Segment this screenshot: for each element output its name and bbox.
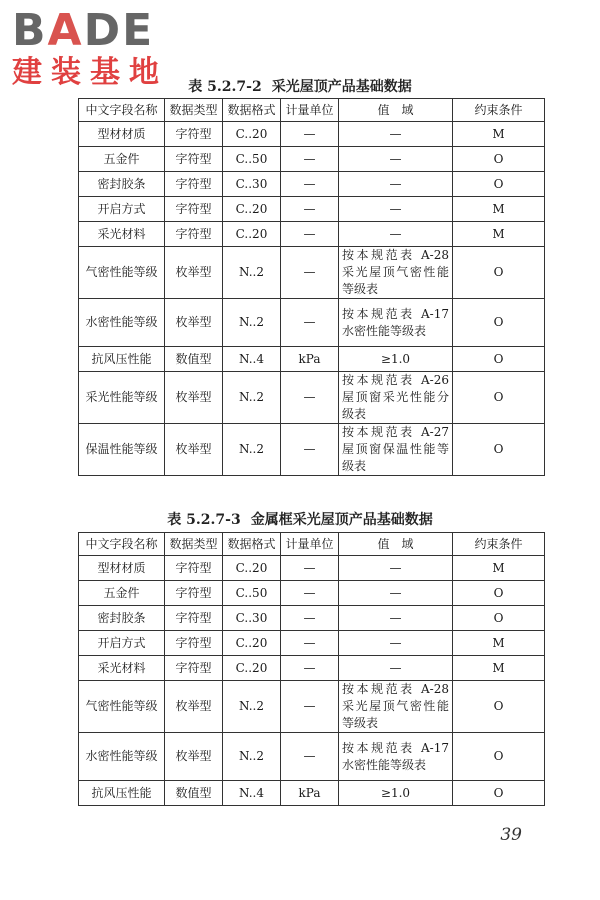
table-cell: N..4 — [223, 347, 281, 372]
table-cell: — — [281, 222, 339, 247]
column-header: 计量单位 — [281, 99, 339, 122]
table-cell: 抗风压性能 — [79, 781, 165, 806]
table-row — [79, 247, 545, 299]
table-cell: — — [281, 247, 339, 299]
column-header: 值 域 — [339, 99, 453, 122]
table-row — [79, 681, 545, 733]
table-cell: O — [453, 172, 545, 197]
table1-title: 采光屋顶产品基础数据 — [271, 79, 412, 95]
table-cell: O — [453, 247, 545, 299]
table-cell: 密封胶条 — [79, 172, 165, 197]
table-cell: C..20 — [223, 222, 281, 247]
table1-number: 表 5.2.7-2 — [188, 79, 262, 95]
table-cell: 字符型 — [165, 197, 223, 222]
table-cell: 枚举型 — [165, 681, 223, 733]
table-cell: M — [453, 197, 545, 222]
column-header: 约束条件 — [453, 99, 545, 122]
header-row — [79, 99, 545, 122]
table-cell: 保温性能等级 — [79, 424, 165, 476]
table-cell: 数值型 — [165, 347, 223, 372]
table-cell: C..50 — [223, 581, 281, 606]
table-cell: 数值型 — [165, 781, 223, 806]
table-cell: 枚举型 — [165, 247, 223, 299]
table-row — [79, 172, 545, 197]
column-header: 中文字段名称 — [79, 533, 165, 556]
table-cell: — — [281, 424, 339, 476]
table-cell: 气密性能等级 — [79, 681, 165, 733]
table-cell: M — [453, 556, 545, 581]
table-row — [79, 581, 545, 606]
table-row — [79, 556, 545, 581]
table-cell: O — [453, 347, 545, 372]
table-cell: 五金件 — [79, 581, 165, 606]
table-row — [79, 733, 545, 781]
table-cell: 字符型 — [165, 606, 223, 631]
table-cell: 字符型 — [165, 222, 223, 247]
table2 — [78, 532, 545, 806]
table-cell: 按本规范表 A-17 水密性能等级表 — [339, 299, 453, 347]
table-cell: N..2 — [223, 247, 281, 299]
table-cell: — — [281, 733, 339, 781]
table-cell: 采光性能等级 — [79, 372, 165, 424]
table-cell: O — [453, 681, 545, 733]
table-cell: 枚举型 — [165, 733, 223, 781]
table-cell: C..50 — [223, 147, 281, 172]
table-cell: 字符型 — [165, 147, 223, 172]
table-cell: 型材材质 — [79, 556, 165, 581]
table-row — [79, 606, 545, 631]
table-row — [79, 222, 545, 247]
table-cell: M — [453, 631, 545, 656]
table-cell: 枚举型 — [165, 424, 223, 476]
table-cell: C..20 — [223, 122, 281, 147]
table-cell: 字符型 — [165, 656, 223, 681]
table-cell: — — [281, 581, 339, 606]
table-cell: ≥1.0 — [339, 781, 453, 806]
table-cell: M — [453, 222, 545, 247]
table2-number: 表 5.2.7-3 — [167, 512, 241, 528]
table-cell: O — [453, 299, 545, 347]
table-cell: — — [281, 372, 339, 424]
table-cell: kPa — [281, 781, 339, 806]
table-cell: 型材材质 — [79, 122, 165, 147]
table-cell: — — [281, 122, 339, 147]
table-cell: 字符型 — [165, 172, 223, 197]
table-cell: — — [339, 147, 453, 172]
table-cell: O — [453, 781, 545, 806]
table-row — [79, 299, 545, 347]
table-cell: 采光材料 — [79, 222, 165, 247]
logo-subtitle: 建装基地 — [12, 55, 168, 90]
table-cell: C..20 — [223, 631, 281, 656]
table-cell: C..20 — [223, 197, 281, 222]
table-cell: 按本规范表 A-28 采光屋顶气密性能等级表 — [339, 681, 453, 733]
table-cell: C..30 — [223, 606, 281, 631]
column-header: 数据类型 — [165, 533, 223, 556]
column-header: 约束条件 — [453, 533, 545, 556]
table-cell: — — [281, 606, 339, 631]
table-row — [79, 197, 545, 222]
table-cell: — — [339, 556, 453, 581]
table-cell: N..2 — [223, 299, 281, 347]
table-cell: M — [453, 656, 545, 681]
table-cell: 枚举型 — [165, 372, 223, 424]
table2-title: 金属框采光屋顶产品基础数据 — [250, 512, 433, 528]
table-cell: 字符型 — [165, 122, 223, 147]
table-row — [79, 781, 545, 806]
table-cell: C..30 — [223, 172, 281, 197]
table-cell: O — [453, 147, 545, 172]
table-cell: 按本规范表 A-28 采光屋顶气密性能等级表 — [339, 247, 453, 299]
column-header: 数据类型 — [165, 99, 223, 122]
table-cell: 水密性能等级 — [79, 299, 165, 347]
table-cell: 采光材料 — [79, 656, 165, 681]
table1 — [78, 98, 545, 476]
table-cell: 开启方式 — [79, 631, 165, 656]
table-cell: — — [339, 631, 453, 656]
column-header: 数据格式 — [223, 99, 281, 122]
table-cell: 字符型 — [165, 556, 223, 581]
table-cell: kPa — [281, 347, 339, 372]
table-cell: N..2 — [223, 681, 281, 733]
column-header: 中文字段名称 — [79, 99, 165, 122]
page-number: 39 — [500, 825, 522, 845]
table-row — [79, 372, 545, 424]
table-cell: — — [339, 656, 453, 681]
table-cell: — — [281, 147, 339, 172]
table-row — [79, 122, 545, 147]
table-cell: — — [281, 299, 339, 347]
table-row — [79, 631, 545, 656]
table-cell: — — [339, 606, 453, 631]
table-cell: ≥1.0 — [339, 347, 453, 372]
table-cell: — — [281, 681, 339, 733]
table-cell: 按本规范表 A-27 屋顶窗保温性能等级表 — [339, 424, 453, 476]
column-header: 值 域 — [339, 533, 453, 556]
table-cell: — — [339, 122, 453, 147]
table-cell: N..2 — [223, 372, 281, 424]
table-cell: 抗风压性能 — [79, 347, 165, 372]
table-cell: — — [339, 172, 453, 197]
table-cell: — — [281, 197, 339, 222]
column-header: 计量单位 — [281, 533, 339, 556]
logo-wordmark: BADE — [12, 5, 155, 56]
table-cell: — — [339, 197, 453, 222]
table-cell: 按本规范表 A-17 水密性能等级表 — [339, 733, 453, 781]
table1-caption — [0, 76, 600, 96]
table-cell: 气密性能等级 — [79, 247, 165, 299]
table-cell: N..2 — [223, 424, 281, 476]
table-cell: — — [281, 631, 339, 656]
table-cell: 字符型 — [165, 631, 223, 656]
table-cell: 密封胶条 — [79, 606, 165, 631]
table-row — [79, 424, 545, 476]
table-cell: 水密性能等级 — [79, 733, 165, 781]
table-cell: O — [453, 424, 545, 476]
table-row — [79, 656, 545, 681]
table-cell: O — [453, 733, 545, 781]
table-cell: — — [281, 556, 339, 581]
table-cell: 字符型 — [165, 581, 223, 606]
table-cell: 按本规范表 A-26 屋顶窗采光性能分级表 — [339, 372, 453, 424]
table-cell: 开启方式 — [79, 197, 165, 222]
column-header: 数据格式 — [223, 533, 281, 556]
table-cell: O — [453, 606, 545, 631]
table-cell: M — [453, 122, 545, 147]
table-cell: 五金件 — [79, 147, 165, 172]
table-cell: — — [339, 222, 453, 247]
table-cell: C..20 — [223, 656, 281, 681]
table-cell: — — [339, 581, 453, 606]
table-row — [79, 347, 545, 372]
table-cell: O — [453, 581, 545, 606]
table-cell: 枚举型 — [165, 299, 223, 347]
table-cell: N..2 — [223, 733, 281, 781]
table2-caption — [0, 509, 600, 529]
table-cell: C..20 — [223, 556, 281, 581]
table-cell: — — [281, 172, 339, 197]
table-cell: N..4 — [223, 781, 281, 806]
table-cell: O — [453, 372, 545, 424]
header-row — [79, 533, 545, 556]
table-cell: — — [281, 656, 339, 681]
table-row — [79, 147, 545, 172]
